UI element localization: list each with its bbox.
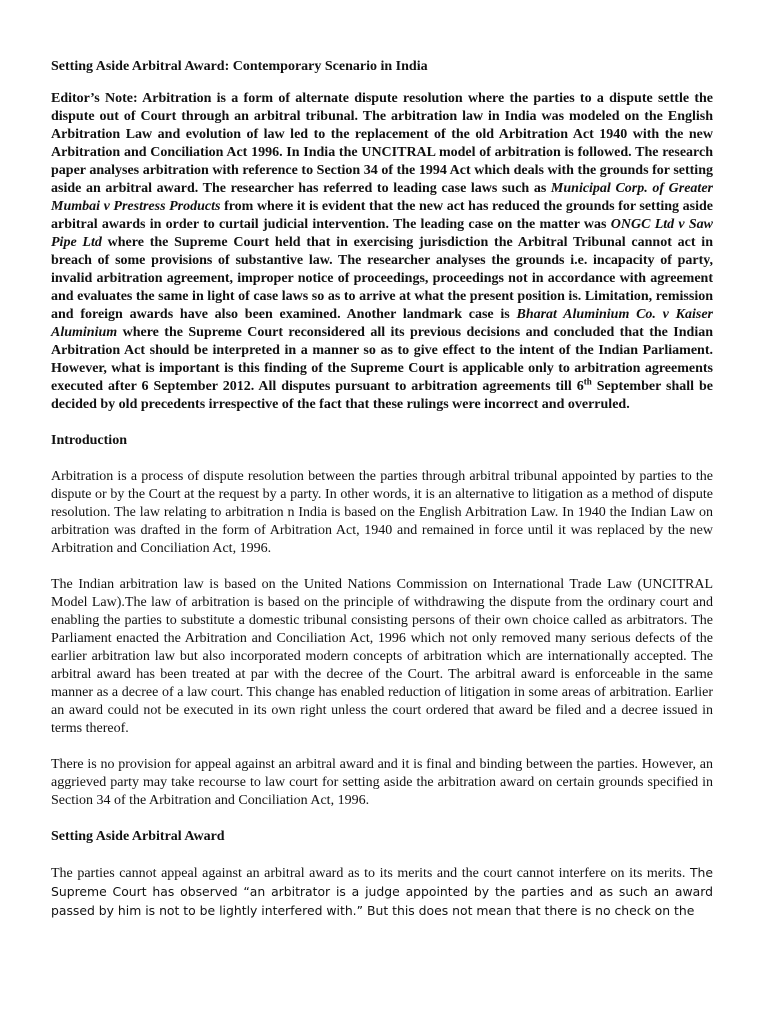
ordinal-superscript: th: [583, 376, 592, 387]
case-ongc: ONGC Ltd v Saw Pipe Ltd: [51, 217, 714, 250]
setting-aside-text-2: The Supreme Court has observed “an arbitrator is a judge appointed by the parties and as such an award passed by him is not to be lightly interfered with.” But this does not mean that there is no check on the: [51, 865, 713, 918]
introduction-heading: Introduction: [51, 433, 127, 448]
document-title: Setting Aside Arbitral Award: Contemporary Scenario in India: [51, 59, 428, 74]
editors-note-text-2: from where it is evident that the new act has reduced the grounds for setting aside arbitral awards in order to curtail judicial intervention. The leading case on the matter was: [51, 199, 713, 232]
case-municipal-corp: Municipal Corp. of Greater Mumbai v Prestress Products: [51, 181, 713, 214]
setting-aside-paragraph-1: [51, 864, 713, 921]
editors-note-text-3: where the Supreme Court held that in exercising jurisdiction the Arbitral Tribunal cannot act in breach of some provisions of substantive law. The researcher analyses the grounds i.e. incapacity of party, invalid arbitration agreement, improper notice of proceedings, proceedings not in accordance with agreement and evaluates the same in light of case laws so as to arrive at what the present position is. Limitation, remission and foreign awards have also been examined. Another landmark case is: [51, 235, 713, 322]
editors-note-label: Editor’s Note: [51, 91, 133, 106]
editors-note: [51, 90, 713, 414]
editors-note-text-4: where the Supreme Court reconsidered all its previous decisions and concluded that the Indian Arbitration Act should be interpreted in a manner so as to give effect to the intent of the Indian Parliament. However, what is important is this finding of the Supreme Court is applicable only to arbitration agreements executed after 6 September 2012. All disputes pursuant to arbitration agreements till 6: [51, 325, 713, 394]
introduction-paragraph-2: The Indian arbitration law is based on the United Nations Commission on International Trade Law (UNCITRAL Model Law).The law of arbitration is based on the principle of withdrawing the dispute from the ordinary court and enabling the parties to substitute a domestic tribunal consisting persons of their own choice called as arbitrators. The Parliament enacted the Arbitration and Conciliation Act, 1996 which not only removed many serious defects of the earlier arbitration law but also incorporated modern concepts of arbitration which are internationally accepted. The arbitral award has been treated at par with the decree of the Court. The arbitral award is enforceable in the same manner as a decree of a law court. This change has enabled reduction of litigation in some areas of arbitration. Earlier an award could not be executed in its own right unless the court ordered that award be filed and a decree issued in terms thereof.: [51, 577, 713, 736]
introduction-paragraph-1: Arbitration is a process of dispute resolution between the parties through arbitral tribunal appointed by parties to the dispute or by the Court at the request by a party. In other words, it is an alternative to litigation as a method of dispute resolution. The law relating to arbitration n India is based on the English Arbitration Law. In 1940 the Indian Law on arbitration was drafted in the form of Arbitration Act, 1940 and remained in force until it was replaced by the new Arbitration and Conciliation Act, 1996.: [51, 469, 713, 556]
setting-aside-heading: Setting Aside Arbitral Award: [51, 829, 225, 844]
introduction-paragraph-3: There is no provision for appeal against an arbitral award and it is final and binding between the parties. However, an aggrieved party may take recourse to law court for setting aside the arbitration award on certain grounds specified in Section 34 of the Arbitration and Conciliation Act, 1996.: [51, 757, 713, 808]
case-bharat-aluminium: Bharat Aluminium Co. v Kaiser Aluminium: [51, 307, 713, 340]
editors-note-text-5: September shall be decided by old precedents irrespective of the fact that these rulings were incorrect and overruled.: [51, 379, 713, 412]
setting-aside-text-1: The parties cannot appeal against an arbitral award as to its merits and the court cannot interfere on its merits.: [51, 866, 686, 881]
editors-note-text-1: : Arbitration is a form of alternate dispute resolution where the parties to a dispute settle the dispute out of Court through an arbitral tribunal. The arbitration law in India was modeled on the English Arbitration Law and evolution of law led to the replacement of the old Arbitration Act 1940 with the new Arbitration and Conciliation Act 1996. In India the UNCITRAL model of arbitration is followed. The research paper analyses arbitration with reference to Section 34 of the 1994 Act which deals with the grounds for setting aside an arbitral award. The researcher has referred to leading case laws such as: [51, 91, 713, 196]
